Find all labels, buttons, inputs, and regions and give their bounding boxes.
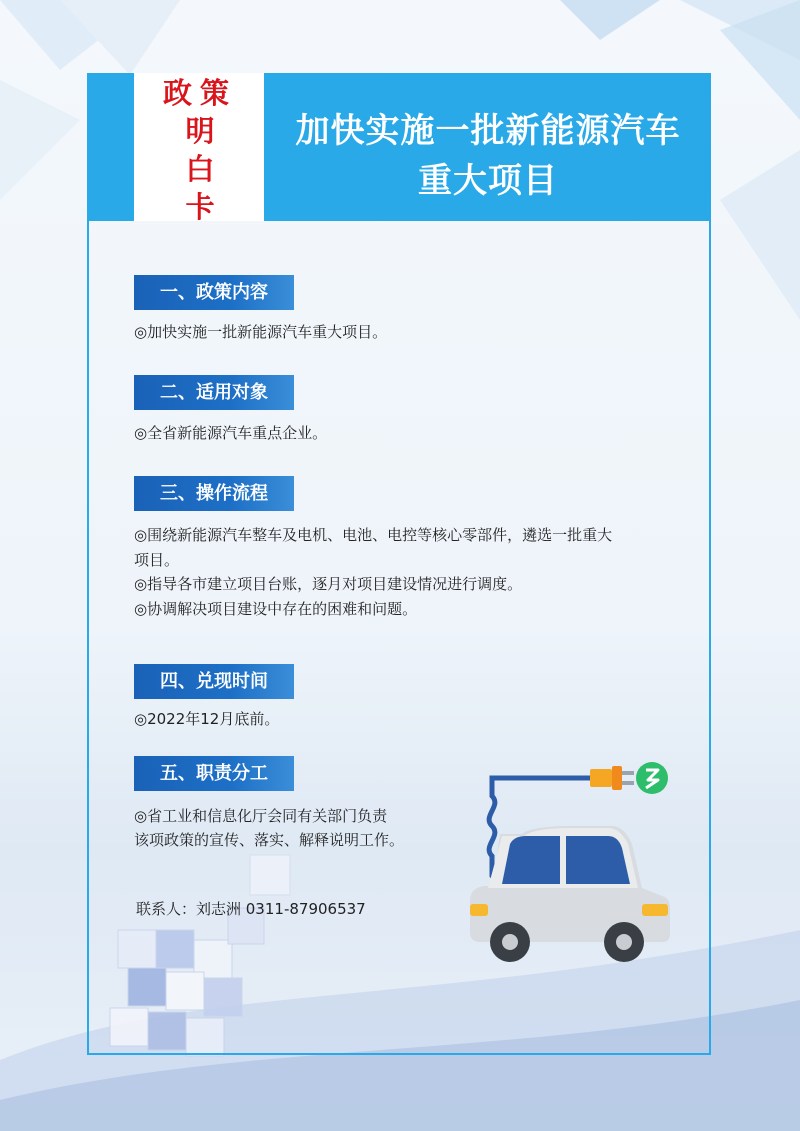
section-content-item: ◎加快实施一批新能源汽车重大项目。 bbox=[134, 323, 388, 341]
section-target-item: ◎全省新能源汽车重点企业。 bbox=[134, 424, 328, 442]
page-title bbox=[265, 106, 711, 206]
tag-line-2: 明 bbox=[185, 114, 215, 148]
section-heading-target: 二、适用对象 bbox=[134, 375, 294, 410]
policy-card-tag-text bbox=[160, 74, 240, 226]
section-heading-time: 四、兑现时间 bbox=[134, 664, 294, 699]
section-heading-duty: 五、职责分工 bbox=[134, 756, 294, 791]
section-duty-item: ◎省工业和信息化厅会同有关部门负责 bbox=[134, 807, 388, 825]
electric-car-charging-icon bbox=[462, 756, 702, 966]
section-duty-text bbox=[134, 804, 404, 852]
section-heading-content: 一、政策内容 bbox=[134, 275, 294, 310]
tag-line-4: 卡 bbox=[185, 190, 215, 224]
section-process-item: 项目。 bbox=[134, 550, 180, 569]
section-target-text bbox=[134, 421, 327, 445]
tag-line-3: 白 bbox=[185, 152, 215, 186]
section-time-text bbox=[134, 707, 279, 731]
section-process-item: ◎协调解决项目建设中存在的困难和问题。 bbox=[134, 599, 418, 618]
title-line-1: 加快实施一批新能源汽车 bbox=[295, 111, 681, 151]
contact-info: 联系人：刘志洲 0311-87906537 bbox=[136, 900, 366, 918]
section-content-text bbox=[134, 320, 387, 344]
section-process-item: ◎指导各市建立项目台账，逐月对项目建设情况进行调度。 bbox=[134, 575, 523, 593]
section-process-text bbox=[134, 523, 612, 621]
section-duty-item: 该项政策的宣传、落实、解释说明工作。 bbox=[134, 831, 405, 849]
title-line-2: 重大项目 bbox=[418, 161, 558, 201]
section-time-item: ◎2022年12月底前。 bbox=[134, 710, 280, 728]
section-heading-process: 三、操作流程 bbox=[134, 476, 294, 511]
tag-line-1: 政策 bbox=[162, 76, 237, 110]
section-process-item: ◎围绕新能源汽车整车及电机、电池、电控等核心零部件，遴选一批重大 bbox=[134, 526, 613, 544]
